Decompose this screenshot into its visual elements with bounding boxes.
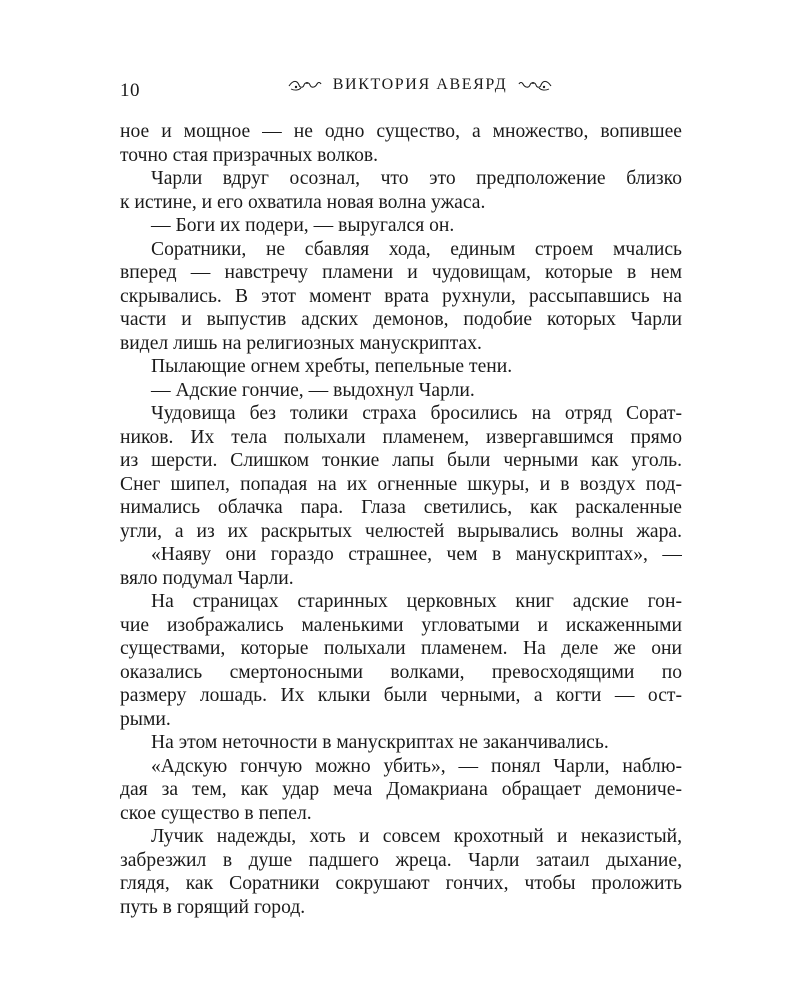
text-line: вяло подумал Чарли. <box>120 567 294 589</box>
text-line: чие изображались маленькими угловатыми и искаженными <box>120 614 682 636</box>
text-line: — Боги их подери, — выругался он. <box>151 215 455 236</box>
text-line: ников. Их тела полыхали пламенем, извергавшимся прямо <box>120 426 682 448</box>
text-line: размеру лошадь. Их клыки были черными, а когти — ост- <box>120 685 682 706</box>
left-ornament-icon <box>287 78 323 92</box>
text-line: Чарли вдруг осознал, что это предположение близко <box>151 168 682 189</box>
text-line: нимались облачка пара. Глаза светились, как раскаленные <box>120 497 682 518</box>
book-author: ВИКТОРИЯ АВЕЯРД <box>332 76 508 93</box>
text-line: из шерсти. Слишком тонкие лапы были черными как уголь. <box>120 450 682 471</box>
text-line: глядя, как Соратники сокрушают гончих, чтобы проложить <box>120 873 682 894</box>
text-line: точно стая призрачных волков. <box>120 144 379 166</box>
text-line: части и выпустив адских демонов, подобие которых Чарли <box>120 309 682 330</box>
text-line: скрывались. В этот момент врата рухнули, рассыпавшись на <box>120 285 682 307</box>
text-line: видел лишь на религиозных манускриптах. <box>120 332 482 354</box>
text-line: Снег шипел, попадая на их огненные шкуры, и в воздух под- <box>120 473 682 495</box>
text-line: к истине, и его охватила новая волна ужаса. <box>120 191 486 213</box>
text-line: существами, которые полыхали пламенем. На деле же они <box>120 638 682 659</box>
text-line: На этом неточности в манускриптах не заканчивались. <box>151 732 609 753</box>
text-line: Чудовища без толики страха бросились на отряд Сорат- <box>151 403 682 424</box>
text-line: дая за тем, как удар меча Домакриана обращает демониче- <box>120 779 682 800</box>
text-line: ное и мощное — не одно существо, а множество, вопившее <box>120 121 682 142</box>
text-line: Соратники, не сбавляя хода, единым строем мчались <box>151 238 682 260</box>
text-line: На страницах старинных церковных книг адские гон- <box>151 591 682 612</box>
text-line: Лучик надежды, хоть и совсем крохотный и неказистый, <box>151 826 682 847</box>
right-ornament-icon <box>517 78 553 92</box>
text-line: оказались смертоносными волками, превосходящими по <box>120 661 682 683</box>
text-line: угли, а из их раскрытых челюстей вырывались волны жара. <box>120 520 682 542</box>
text-line: — Адские гончие, — выдохнул Чарли. <box>151 379 475 401</box>
text-line: забрезжил в душе падшего жреца. Чарли затаил дыхание, <box>120 849 682 871</box>
text-line: Пылающие огнем хребты, пепельные тени. <box>151 356 513 377</box>
book-page <box>120 0 682 1000</box>
text-line: «Наяву они гораздо страшнее, чем в манускриптах», — <box>151 544 682 565</box>
running-header <box>120 76 682 104</box>
text-line: вперед — навстречу пламени и чудовищам, которые в нем <box>120 262 682 283</box>
text-line: «Адскую гончую можно убить», — понял Чарли, наблю- <box>151 755 682 777</box>
text-line: рыми. <box>120 708 171 730</box>
page-number: 10 <box>120 80 140 101</box>
page-text <box>120 120 682 919</box>
text-line: ское существо в пепел. <box>120 802 312 824</box>
header-title-group <box>270 76 570 94</box>
text-line: путь в горящий город. <box>120 896 306 918</box>
